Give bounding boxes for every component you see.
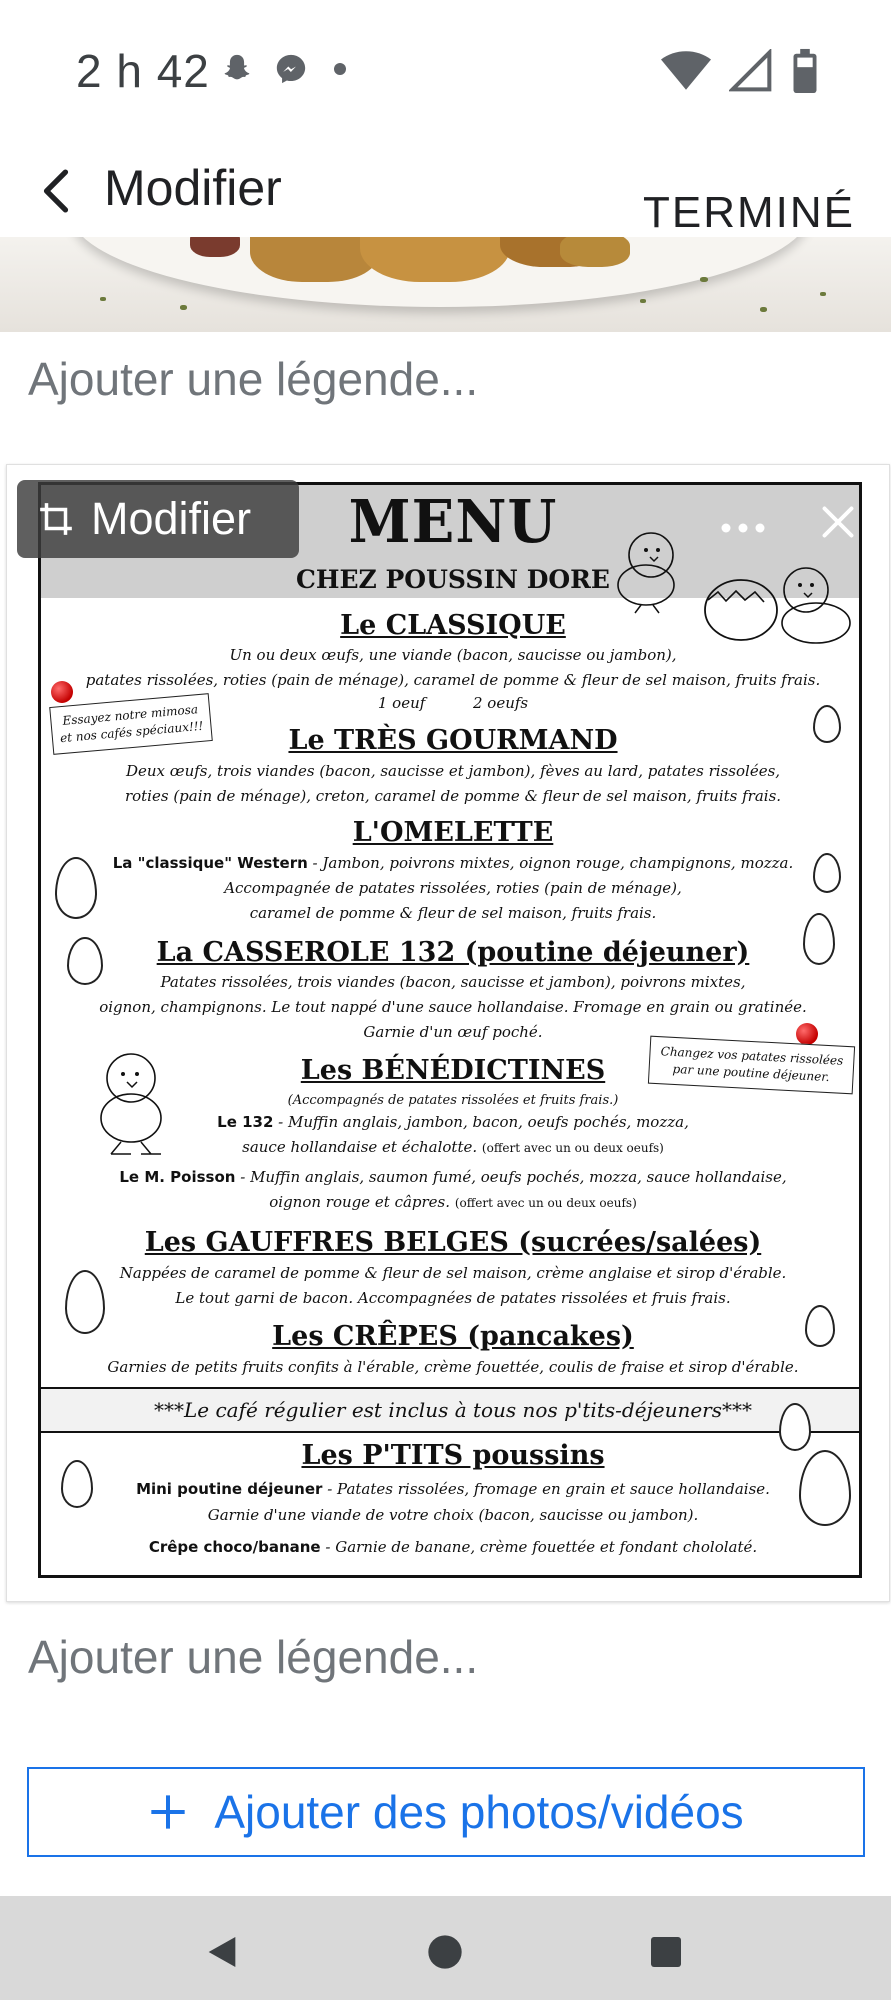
section-classique-prices: 1 oeuf 2 oeufs — [377, 694, 529, 712]
potato-piece — [560, 237, 630, 267]
bacon-piece — [190, 237, 240, 257]
page-title: Modifier — [104, 160, 282, 216]
benedictine-poisson-note: (offert avec un ou deux oeufs) — [454, 1196, 637, 1210]
poussins-item-crepe — [41, 1535, 862, 1560]
add-photos-videos-button[interactable] — [27, 1767, 865, 1857]
benedictine-132-desc: - Muffin anglais, jambon, bacon, oeufs pochés, mozza, — [273, 1113, 689, 1131]
more-horizontal-icon — [720, 522, 766, 534]
poussins-item-poutine — [41, 1477, 862, 1502]
cell-signal-icon — [729, 49, 773, 93]
poussins-poutine-line2: Garnie d'une viande de votre choix (bacon, saucisse ou jambon). — [207, 1506, 699, 1524]
egg-drawing — [805, 1305, 835, 1347]
caption-input-1[interactable]: Ajouter une légende... — [28, 353, 479, 405]
herb-fleck — [100, 297, 106, 301]
edit-photo-label: Modifier — [91, 493, 252, 544]
section-gaufres-line2: Le tout garni de bacon. Accompagnées de patates rissolées et fruis frais. — [175, 1289, 731, 1307]
system-icons — [661, 48, 819, 94]
nav-home-button[interactable] — [415, 1922, 475, 1982]
back-button[interactable] — [30, 165, 82, 217]
system-navigation-bar — [0, 1896, 891, 2000]
section-gourmand-line1: Deux œufs, trois viandes (bacon, saucisse et jambon), fèves au lard, patates rissolées, — [125, 762, 781, 780]
benedictine-poisson-desc: - Muffin anglais, saumon fumé, oeufs pochés, mozza, sauce hollandaise, — [235, 1168, 787, 1186]
crop-icon — [37, 500, 75, 538]
benedictine-132-line2-text: sauce hollandaise et échalotte. — [242, 1138, 478, 1156]
section-gourmand-line2: roties (pain de ménage), creton, caramel de pomme & fleur de sel maison, fruits frais. — [124, 787, 782, 805]
benedictine-132-line2 — [41, 1135, 862, 1161]
egg-drawing — [813, 705, 841, 743]
coffee-note: ***Le café régulier est inclus à tous nos p'tits-déjeuners*** — [41, 1387, 862, 1433]
section-casserole-title: La CASSEROLE 132 (poutine déjeuner) — [156, 937, 750, 968]
section-classique-line2: patates rissolées, roties (pain de ménage), caramel de pomme & fleur de sel maison, fruits frais. — [85, 671, 821, 689]
section-crepes-title: Les CRÊPES (pancakes) — [272, 1321, 634, 1352]
benedictine-poisson-name: Le M. Poisson — [119, 1168, 236, 1186]
omelette-item-name: La "classique" Western — [112, 854, 308, 872]
section-crepes-line1: Garnies de petits fruits confits à l'érable, crème fouettée, coulis de fraise et sirop d'érable. — [107, 1358, 799, 1376]
add-photos-videos-label: Ajouter des photos/vidéos — [214, 1786, 744, 1838]
herb-fleck — [700, 277, 708, 282]
menu-subtitle: CHEZ POUSSIN DORE — [295, 565, 610, 594]
app-bar — [0, 145, 891, 237]
chick-drawing — [601, 515, 691, 615]
pushpin-icon — [796, 1023, 818, 1045]
poussins-poutine-name: Mini poutine déjeuner — [136, 1480, 323, 1498]
benedictine-item-poisson — [41, 1165, 862, 1190]
section-gaufres-line1: Nappées de caramel de pomme & fleur de sel maison, crème anglaise et sirop d'érable. — [119, 1264, 787, 1282]
benedictine-132-note: (offert avec un ou deux oeufs) — [481, 1141, 664, 1155]
close-icon — [820, 504, 856, 540]
benedictine-poisson-line2 — [41, 1190, 862, 1216]
egg-drawing — [813, 853, 841, 893]
wifi-icon — [661, 50, 711, 92]
herb-fleck — [760, 307, 767, 312]
done-button[interactable]: TERMINÉ — [643, 188, 855, 235]
nav-back-icon — [202, 1932, 242, 1972]
section-classique-title: Le CLASSIQUE — [340, 610, 566, 641]
dot-icon — [328, 57, 352, 81]
section-omelette-title: L'OMELETTE — [352, 817, 554, 848]
section-classique-line1: Un ou deux œufs, une viande (bacon, saucisse ou jambon), — [229, 646, 677, 664]
benedictine-item-132 — [41, 1110, 862, 1135]
nav-back-button[interactable] — [192, 1922, 252, 1982]
notification-icons — [220, 52, 352, 86]
section-gourmand-title: Le TRÈS GOURMAND — [288, 725, 618, 756]
snapchat-icon — [220, 52, 254, 86]
nav-recents-icon — [648, 1934, 684, 1970]
poussins-crepe-desc: - Garnie de banane, crème fouettée et fondant chololaté. — [320, 1538, 758, 1556]
section-casserole-line1: Patates rissolées, trois viandes (bacon, saucisse et jambon), poivrons mixtes, — [160, 973, 746, 991]
omelette-item-desc: - Jambon, poivrons mixtes, oignon rouge, champignons, mozza. — [307, 854, 794, 872]
section-benedictines-intro: (Accompagnés de patates rissolées et fruits frais.) — [287, 1093, 619, 1108]
herb-fleck — [180, 305, 187, 310]
note-mimosa: Essayez notre mimosa et nos cafés spéciaux!!! — [49, 693, 213, 755]
photo-1-image[interactable] — [0, 237, 891, 332]
section-casserole-line2: oignon, champignons. Le tout nappé d'une sauce hollandaise. Fromage en grain ou gratinée. — [99, 998, 807, 1016]
plus-icon — [148, 1792, 188, 1832]
pushpin-icon — [51, 681, 73, 703]
section-benedictines-title: Les BÉNÉDICTINES — [300, 1055, 606, 1086]
herb-fleck — [640, 299, 646, 303]
benedictine-poisson-line2-text: oignon rouge et câpres. — [269, 1193, 451, 1211]
photo-2-image[interactable] — [38, 482, 862, 1578]
section-gaufres-title: Les GAUFFRES BELGES (sucrées/salées) — [144, 1227, 762, 1258]
battery-icon — [791, 48, 819, 94]
status-time: 2 h 42 — [76, 45, 210, 97]
nav-home-icon — [425, 1932, 465, 1972]
section-omelette-item — [41, 851, 862, 876]
section-poussins-title: Les P'TITS poussins — [301, 1440, 605, 1471]
poussins-poutine-desc: - Patates rissolées, fromage en grain et sauce hollandaise. — [322, 1480, 770, 1498]
arrow-left-icon — [39, 169, 73, 213]
section-omelette-line2: Accompagnée de patates rissolées, roties (pain de ménage), — [224, 879, 682, 897]
caption-input-2[interactable]: Ajouter une légende... — [28, 1631, 479, 1683]
nav-recents-button[interactable] — [636, 1922, 696, 1982]
section-omelette-line3: caramel de pomme & fleur de sel maison, fruits frais. — [249, 904, 657, 922]
menu-title: MENU — [348, 487, 558, 557]
status-bar — [0, 0, 891, 145]
herb-fleck — [820, 292, 826, 296]
more-options-button[interactable] — [712, 500, 774, 556]
benedictine-132-name: Le 132 — [217, 1113, 274, 1131]
remove-photo-button[interactable] — [810, 494, 866, 550]
note-poutine: Changez vos patates rissolées par une poutine déjeuner. — [648, 1036, 855, 1095]
messenger-icon — [274, 52, 308, 86]
section-casserole-line3: Garnie d'un œuf poché. — [363, 1023, 543, 1041]
edit-photo-button[interactable] — [17, 480, 299, 558]
poussins-crepe-name: Crêpe choco/banane — [148, 1538, 321, 1556]
